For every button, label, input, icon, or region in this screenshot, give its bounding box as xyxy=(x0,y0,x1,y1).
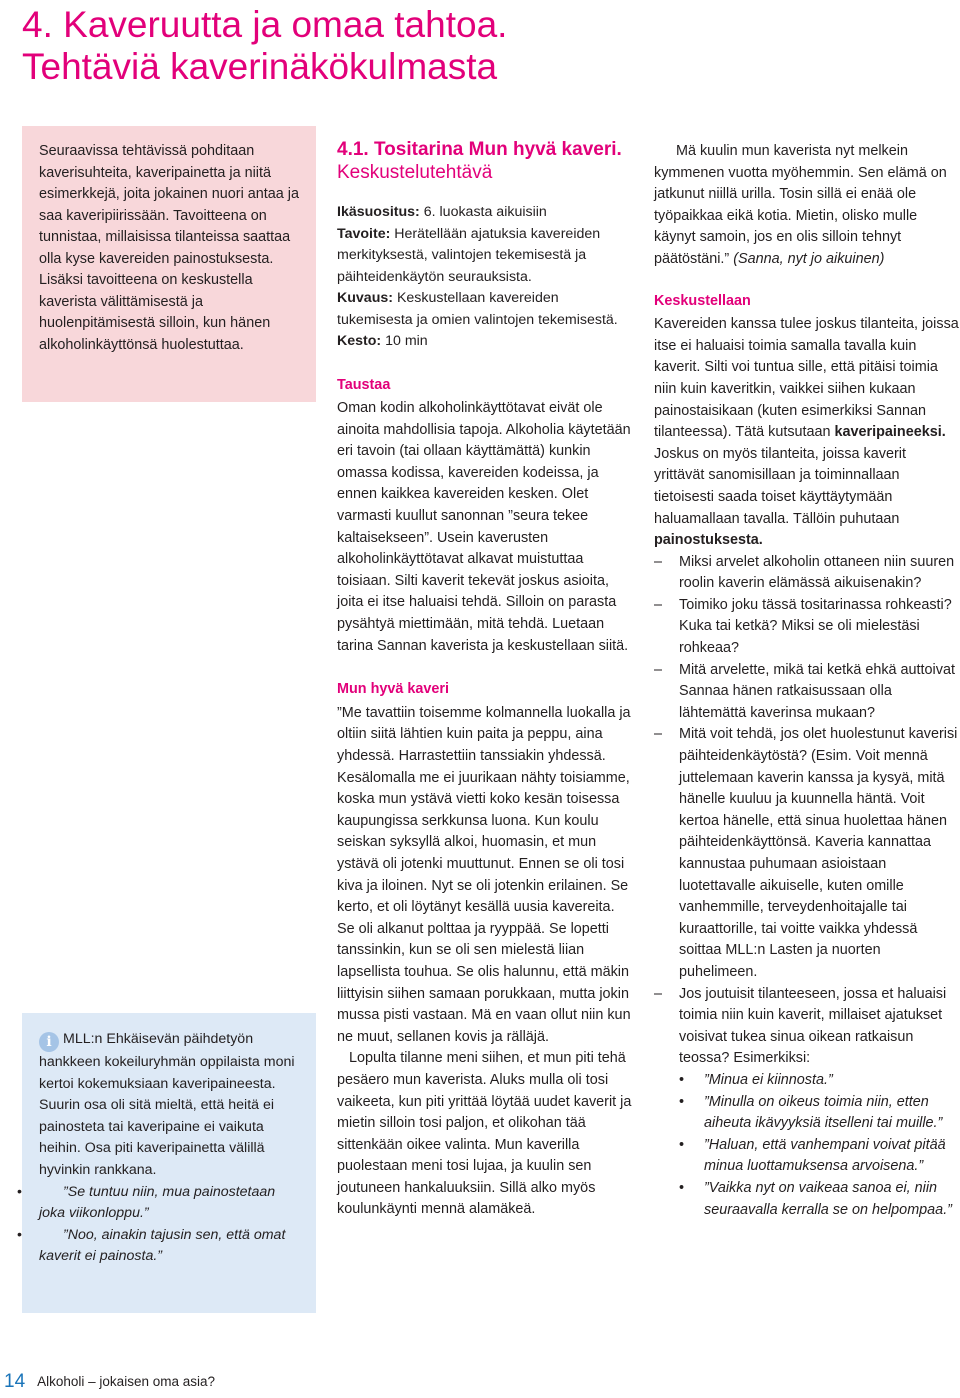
info-text xyxy=(39,1029,300,1182)
page-title xyxy=(22,4,942,88)
info-quote: • ”Noo, ainakin tajusin sen, että omat kaverit ei painosta.” xyxy=(39,1225,300,1268)
discussion-heading: Keskustellaan xyxy=(654,292,751,309)
section-heading xyxy=(337,138,633,184)
age-label: Ikäsuositus: xyxy=(337,204,420,220)
story-attribution: (Sanna, nyt jo aikuinen) xyxy=(733,250,885,267)
middle-column xyxy=(337,138,633,1221)
publication-title: Alkoholi – jokaisen oma asia? xyxy=(37,1374,215,1389)
section-subtitle: Keskustelutehtävä xyxy=(337,162,493,183)
page-title-line2: Tehtäviä kaverinäkökulmasta xyxy=(22,46,498,87)
info-quote: • ”Se tuntuu niin, mua painostetaan joka viikonloppu.” xyxy=(39,1182,300,1225)
section-number: 4.1. xyxy=(337,139,369,160)
question-item: – Mitä voit tehdä, jos olet huolestunut kaverisi päihteidenkäytöstä? (Esim. Voit mennä juttelemaan kaverin kanssa ja kysyä, mitä hänelle kuuluu ja kuunnella häntä. Voit kertoa hänelle, että sinua huolettaa hänen päihteidenkäyttönsä. Kaveria kannattaa kannustaa puhumaan asioistaan luotettavalle aikuiselle, kuten omille vanhemmille, terveydenhoitajalle tai kuraattorille, tai voitte vaikka yhdessä soittaa MLL:n Lasten ja nuorten puhelimeen. xyxy=(654,724,959,983)
story-paragraph-3 xyxy=(654,141,959,271)
section-title: Tositarina Mun hyvä kaveri. xyxy=(373,139,622,160)
desc-row xyxy=(337,288,633,331)
goal-label: Tavoite: xyxy=(337,225,391,242)
desc-value: Keskustellaan kavereiden tukemisesta ja omien valintojen tekemisestä. xyxy=(337,290,618,328)
background-text: Oman kodin alkoholinkäyttötavat eivät ole ainoita mahdollisia tapoja. Alkoholia käytetään eri tavoin (tai ollaan käyttämättä) kunkin omassa kodissa, kavereiden kodeissa, ja ennen kaikkea kavereiden kesken. Olet varmasti kuullut sanonnan ”seura tekee kaltaisekseen”. Usein kaverusten alkoholinkäyttötavat alkavat muistuttaa toisiaan. Silti kaverit tekevät joskus asioita, joita ei itse haluaisi tehdä. Silloin on parasta pysähtyä miettimään, mitä tehdä. Luetaan tarina Sannan kaverista ja keskustellaan siitä. xyxy=(337,400,631,654)
age-value: 6. luokasta aikuisiin xyxy=(423,204,547,220)
page-title-line1: 4. Kaveruutta ja omaa tahtoa. xyxy=(22,4,508,45)
duration-label: Kesto: xyxy=(337,333,382,349)
duration-row xyxy=(337,331,633,353)
story-paragraph-1: ”Me tavattiin toisemme kolmannella luokalla ja oltiin siitä lähtien kuin paita ja peppu, aina yhdessä. Harrastettiin tanssiakin yhdessä. Kesälomalla me ei juurikaan nähty toisiamme, koska mun ystävä vietti koko kesän toisessa kaupungissa serkkunsa luona. Kun koulu seiskan syksyllä alkoi, huomasin, et mun ystävä oli jotenki muuttunut. Ennen se oli tosi kiva ja iloinen. Nyt se oli jotenkin erilainen. Se kerto, et oli löytänyt kesällä uusia kavereita. Se oli alkanut polttaa ja ryyppää. Se lopetti tanssinkin, kun se oli sen mielestä liian lapsellista touhua. Se olis halunnu, että mäkin liittyisin siihen samaan porukkaan, mutta jokin mussa pisti vastaan. Mä en vaan ollut niin kun ne muut, sellanen kovis ja rälläjä. xyxy=(337,704,631,1045)
example-item: • ”Minulla on oikeus toimia niin, etten aiheuta ikävyyksiä itselleni tai muille.” xyxy=(679,1092,959,1135)
right-column xyxy=(654,141,959,1221)
discussion-questions xyxy=(654,552,959,1221)
question-item: – Miksi arvelet alkoholin ottaneen niin suuren roolin kaverin elämässä aikuisenakin? xyxy=(654,552,959,595)
goal-value: Herätellään ajatuksia kavereiden merkityksestä, valintojen tekemisestä ja päihteidenkäytön seurauksista. xyxy=(337,225,601,285)
question-item: – Mitä arvelette, mikä tai ketkä ehkä auttoivat Sannaa hänen ratkaisussaan olla lähtemättä kaverinsa mukaan? xyxy=(654,660,959,725)
info-box xyxy=(22,1013,316,1313)
discussion-text xyxy=(654,314,959,552)
story-paragraph-2: Lopulta tilanne meni siihen, et mun piti tehä pesäero mun kaverista. Aluks mulla oli tosi vaikeeta, kun piti yrittää löytää uudet kaverit ja mietin silloin tosi paljon, et olikohan tää sittenkään oikee valinta. Mun kaverilla puolestaan meni tosi lujaa, ja kuulin sen joutuneen hankaluuksiin. Sillä alko myös koulunkäynti mennä alamäkeä. xyxy=(337,1050,632,1218)
background-heading: Taustaa xyxy=(337,376,391,393)
question-item xyxy=(654,984,959,1222)
story-heading: Mun hyvä kaveri xyxy=(337,681,449,698)
intro-box xyxy=(22,126,316,402)
age-row xyxy=(337,202,633,224)
info-icon: i xyxy=(39,1032,59,1052)
intro-text: Seuraavissa tehtävissä pohditaan kaverisuhteita, kaveripainetta ja niitä esimerkkejä, joita jokainen nuori antaa ja saa kaveripiirissään. Tavoitteena on tunnistaa, millaisissa tilanteissa saattaa olla kyse kavereiden painostuksesta. Lisäksi tavoitteena on keskustella kaverista välittämisestä ja huolenpitämisestä silloin, kun hänen alkoholinkäyttönsä huolestuttaa. xyxy=(39,143,299,353)
desc-label: Kuvaus: xyxy=(337,290,393,306)
term-kaveripaine: kaveripaineeksi. xyxy=(834,424,946,441)
discussion-text-part1: Kavereiden kanssa tulee joskus tilanteita, joissa itse ei haluaisi toimia samalla tavalla kuin kaverit. Silti voi tuntua sille, että pitäisi toimia niin kuin kaveritkin, vaikkei siihen kukaan painostaisikaan (kuten esimerkiksi Sannan tilanteessa). Tätä kutsutaan xyxy=(654,316,959,441)
example-item: • ”Haluan, että vanhempani voivat pitää minua luottamuksensa arvoisena.” xyxy=(679,1135,959,1178)
example-item: • ”Vaikka nyt on vaikeaa sanoa ei, niin seuraavalla kerralla se on helpompaa.” xyxy=(679,1178,959,1221)
page-footer xyxy=(4,1371,215,1393)
info-quotes xyxy=(39,1182,300,1268)
question-item: – Toimiko joku tässä tositarinassa rohkeasti? Kuka tai ketkä? Miksi se oli mielestäsi rohkeaa? xyxy=(654,595,959,660)
question-item-text: Jos joutuisit tilanteeseen, jossa et haluaisi toimia niin kuin kaverit, millaiset ajatukset voisivat tukea sinua oikean ratkaisun teossa? Esimerkiksi: xyxy=(679,985,947,1067)
example-item: • ”Minua ei kiinnosta.” xyxy=(679,1070,959,1092)
page-number: 14 xyxy=(4,1371,26,1392)
goal-row xyxy=(337,224,633,289)
info-body: MLL:n Ehkäisevän päihdetyön hankkeen kokeiluryhmän oppilaista moni kertoi kokemuksiaan kaveripaineesta. Suurin osa oli sitä mieltä, että heitä ei painosteta tai kaveripaine ei vaikuta heihin. Osa piti kaveripainetta välillä hyvinkin rankkana. xyxy=(39,1031,295,1178)
example-list xyxy=(679,1070,959,1221)
duration-value: 10 min xyxy=(385,333,428,349)
story-paragraph-3-text: Mä kuulin mun kaverista nyt melkein kymmenen vuotta myöhemmin. Sen elämä on jatkunut niillä urilla. Tosin sillä ei enää ole työpaikkaa eikä kotia. Mietin, olisko mulle käynyt samoin, jos en olis silloin tehnyt päätöstäni.” xyxy=(654,143,947,267)
term-painostus: painostuksesta. xyxy=(654,532,763,549)
discussion-text-part2: Joskus on myös tilanteita, joissa kaverit yrittävät sanomisillaan ja toiminnallaan tietoisesti saada toiset käyttäytymään haluamallaan tavalla. Tällöin puhutaan xyxy=(654,445,906,527)
